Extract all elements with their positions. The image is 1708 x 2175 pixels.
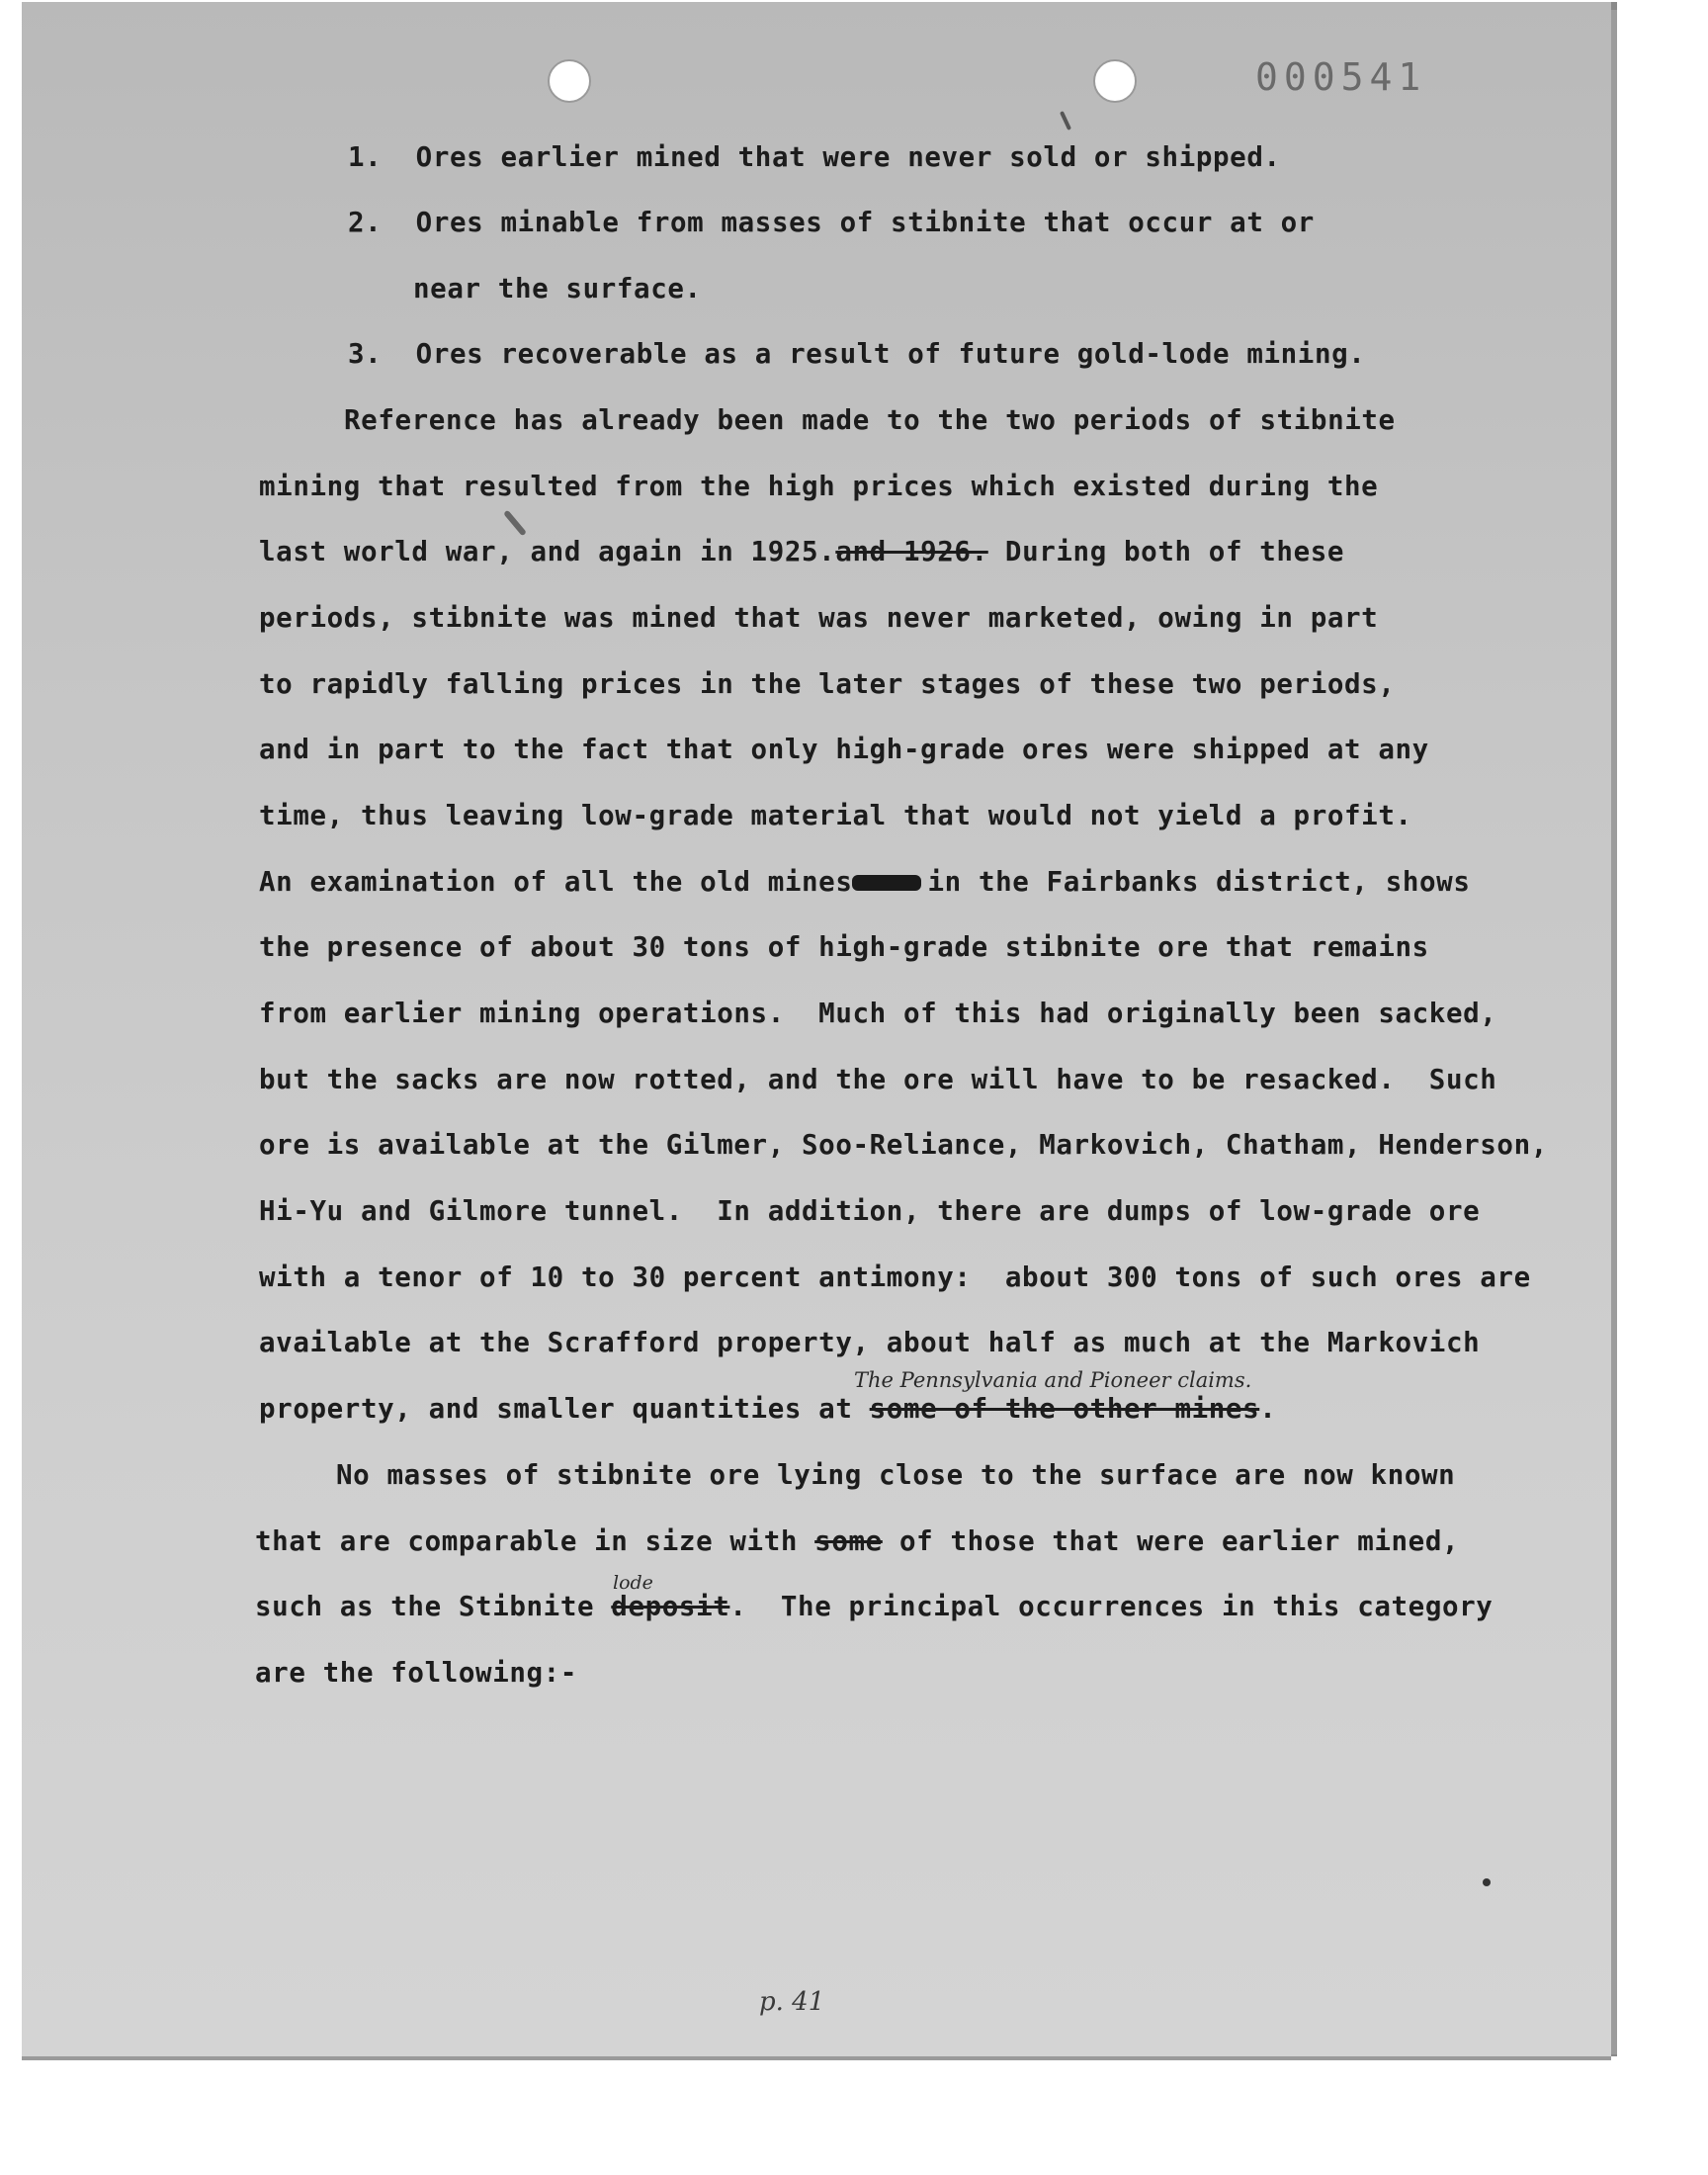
list-text: Ores recoverable as a result of future gold-lode mining. <box>415 338 1366 370</box>
paragraph-1-line-15: available at the Scrafford property, about half as much at the Markovich <box>259 1327 1481 1358</box>
document-stamp-number: 000541 <box>1255 55 1427 99</box>
paragraph-2-line-1: No masses of stibnite ore lying close to the surface are now known <box>336 1459 1456 1491</box>
struck-text: and 1926. <box>835 536 988 567</box>
paragraph-2-line-2 <box>255 1525 1459 1557</box>
list-item-2-continuation: near the surface. <box>413 273 702 304</box>
text-segment: property, and smaller quantities at <box>259 1393 870 1425</box>
paragraph-1-line-11: but the sacks are now rotted, and the ore will have to be resacked. Such <box>259 1064 1497 1095</box>
text-segment: . The principal occurrences in this category <box>729 1591 1494 1622</box>
list-number: 3. <box>348 338 383 370</box>
paper-speck <box>1483 1878 1491 1886</box>
paragraph-1-line-4: periods, stibnite was mined that was never marketed, owing in part <box>259 602 1379 634</box>
ink-blot <box>852 875 921 891</box>
handwritten-insert-lode: lode <box>613 1572 653 1594</box>
handwritten-insert-claims: The Pennsylvania and Pioneer claims. <box>854 1368 1252 1392</box>
paragraph-1-line-16 <box>259 1393 1276 1425</box>
paragraph-1-line-3 <box>259 536 1344 567</box>
paragraph-1-line-14: with a tenor of 10 to 30 percent antimony: about 300 tons of such ores are <box>259 1262 1531 1293</box>
struck-text: some <box>814 1525 883 1557</box>
paragraph-1-line-6: and in part to the fact that only high-grade ores were shipped at any <box>259 734 1429 765</box>
punch-hole-right <box>1093 59 1137 103</box>
list-number: 1. <box>348 141 383 173</box>
list-item-1 <box>348 141 1281 173</box>
struck-text: deposit <box>611 1591 730 1622</box>
page-number: p. 41 <box>759 1987 825 2017</box>
text-segment: of those that were earlier mined, <box>882 1525 1460 1557</box>
text-segment: that are comparable in size with <box>255 1525 815 1557</box>
list-item-3 <box>348 338 1365 370</box>
text-segment: During both of these <box>987 536 1345 567</box>
paragraph-1-line-12: ore is available at the Gilmer, Soo-Reliance, Markovich, Chatham, Henderson, <box>259 1129 1548 1161</box>
paragraph-1-line-1: Reference has already been made to the two periods of stibnite <box>344 404 1396 436</box>
paragraph-1-line-9: the presence of about 30 tons of high-grade stibnite ore that remains <box>259 931 1429 963</box>
paragraph-2-line-4: are the following:- <box>255 1657 577 1689</box>
struck-text: some of the other mines <box>869 1393 1260 1425</box>
text-segment: in the Fairbanks district, shows <box>927 866 1471 898</box>
page-edge <box>1611 10 1617 2054</box>
text-segment: last world war, and again in 1925. <box>259 536 836 567</box>
punch-hole-left <box>548 59 591 103</box>
paragraph-1-line-7: time, thus leaving low-grade material that would not yield a profit. <box>259 800 1412 831</box>
list-item-2 <box>348 207 1315 238</box>
text-segment: such as the Stibnite <box>255 1591 612 1622</box>
list-text: Ores earlier mined that were never sold or shipped. <box>415 141 1281 173</box>
list-number: 2. <box>348 207 383 238</box>
paragraph-1-line-8 <box>259 866 1471 898</box>
list-text: Ores minable from masses of stibnite that occur at or <box>415 207 1315 238</box>
paragraph-1-line-5: to rapidly falling prices in the later stages of these two periods, <box>259 668 1396 700</box>
paragraph-2-line-3 <box>255 1591 1493 1622</box>
paragraph-1-line-2: mining that resulted from the high prices which existed during the <box>259 471 1379 502</box>
paragraph-1-line-10: from earlier mining operations. Much of this had originally been sacked, <box>259 998 1497 1029</box>
paragraph-1-line-13: Hi-Yu and Gilmore tunnel. In addition, there are dumps of low-grade ore <box>259 1195 1481 1227</box>
text-segment: An examination of all the old mines <box>259 866 853 898</box>
text-segment: . <box>1259 1393 1277 1425</box>
document-page <box>22 2 1611 2056</box>
